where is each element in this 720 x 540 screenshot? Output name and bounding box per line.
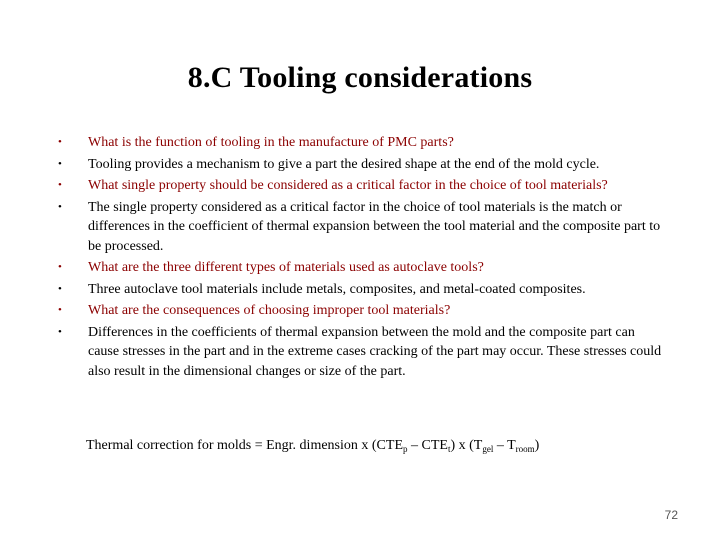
bullet-text: What single property should be considered as a critical factor in the choice of tool materials? xyxy=(88,178,608,193)
bullet-icon: • xyxy=(58,304,62,316)
bullet-item-answer-2 xyxy=(58,198,668,257)
bullet-text: Differences in the coefficients of thermal expansion between the mold and the composite part can cause stresses in the part and in the extreme cases cracking of the part may occur. These stresses could also result in the dimensional changes or size of the part. xyxy=(88,324,662,379)
bullet-text: Three autoclave tool materials include metals, composites, and metal-coated composites. xyxy=(88,281,586,297)
thermal-correction-formula xyxy=(86,436,686,456)
formula-sub-room: room xyxy=(515,444,535,454)
bullet-icon: • xyxy=(58,282,62,295)
formula-sub-p: p xyxy=(403,444,408,454)
bullet-text: What are the three different types of materials used as autoclave tools? xyxy=(88,260,484,275)
slide-title: 8.C Tooling considerations xyxy=(187,61,533,94)
bullet-item-question-1 xyxy=(58,133,668,153)
formula-mid-2: ) x (T xyxy=(450,438,483,453)
bullet-icon: • xyxy=(58,200,62,213)
formula-mid-3: – T xyxy=(493,438,516,453)
page-number: 72 xyxy=(664,508,678,522)
bullet-icon: • xyxy=(58,261,62,273)
formula-suffix: ) xyxy=(534,438,540,453)
formula-sub-gel: gel xyxy=(482,444,494,454)
bullet-icon: • xyxy=(58,325,62,338)
bullet-icon: • xyxy=(58,136,62,148)
bullet-text: Tooling provides a mechanism to give a part the desired shape at the end of the mold cycle. xyxy=(88,156,600,172)
bullet-text: What is the function of tooling in the manufacture of PMC parts? xyxy=(88,135,454,150)
bullet-text: What are the consequences of choosing improper tool materials? xyxy=(88,303,451,318)
bullet-item-answer-1 xyxy=(58,155,668,175)
bullet-item-question-3 xyxy=(58,258,668,278)
bullet-icon: • xyxy=(58,179,62,191)
bullet-item-answer-3 xyxy=(58,280,668,300)
bullet-text: The single property considered as a critical factor in the choice of tool materials is the match or differences in the coefficient of thermal expansion between the tool material and the composite part to be processed. xyxy=(88,199,661,254)
formula-prefix: Thermal correction for molds = Engr. dimension x (CTE xyxy=(86,438,403,453)
bullet-list xyxy=(58,133,668,383)
formula-mid-1: – CTE xyxy=(407,438,448,453)
bullet-item-question-4 xyxy=(58,301,668,321)
bullet-item-answer-4 xyxy=(58,323,668,382)
bullet-item-question-2 xyxy=(58,176,668,196)
formula-sub-t: t xyxy=(447,444,451,454)
bullet-icon: • xyxy=(58,157,62,170)
